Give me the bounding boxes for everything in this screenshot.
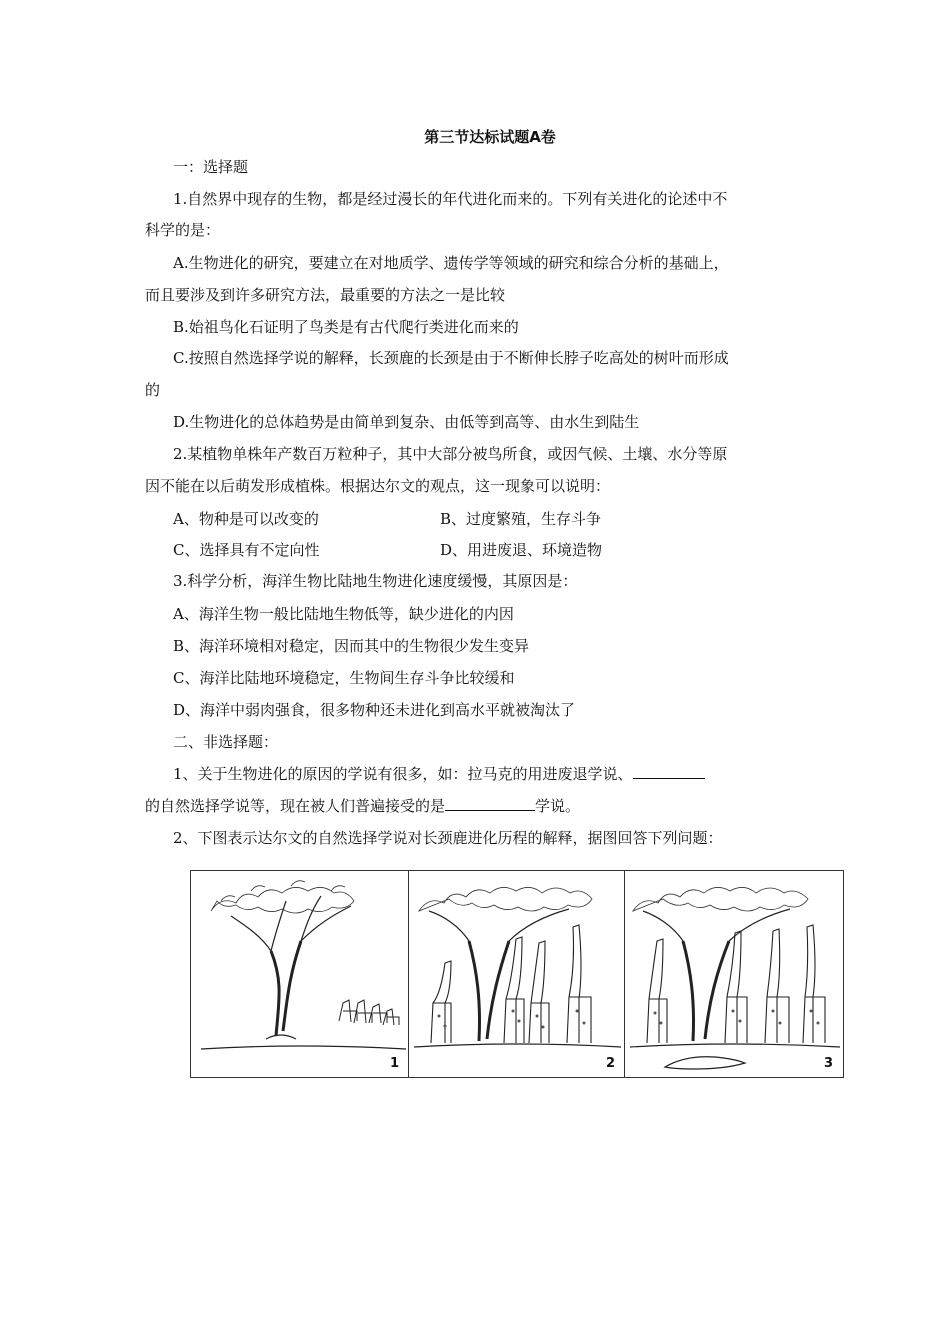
q1-option-d: D.生物进化的总体趋势是由简单到复杂、由低等到高等、由水生到陆生 [173, 413, 640, 431]
panel-2-label: 2 [605, 1056, 615, 1071]
q1-stem-line1: 1.自然界中现存的生物，都是经过漫长的年代进化而来的。下列有关进化的论述中不 [173, 190, 728, 208]
q3-option-b: B、海洋环境相对稳定，因而其中的生物很少发生变异 [173, 637, 530, 655]
q1-option-b: B.始祖鸟化石证明了鸟类是有古代爬行类进化而来的 [173, 318, 519, 336]
n2-stem: 2、下图表示达尔文的自然选择学说对长颈鹿进化历程的解释，据图回答下列问题： [173, 829, 723, 847]
panel-1-label: 1 [389, 1056, 399, 1071]
q1-stem-line2: 科学的是： [145, 221, 221, 239]
n1-blank-2[interactable] [445, 796, 535, 811]
q3-option-a: A、海洋生物一般比陆地生物低等，缺少进化的内因 [173, 605, 514, 623]
panel-3-label: 3 [823, 1056, 833, 1071]
figure-panel-2 [408, 870, 626, 1078]
q1-option-c-line1: C.按照自然选择学说的解释，长颈鹿的长颈是由于不断伸长脖子吃高处的树叶而形成 [173, 349, 729, 367]
q3-option-c: C、海洋比陆地环境稳定，生物间生存斗争比较缓和 [173, 669, 515, 687]
page-title: 第三节达标试题A卷 [424, 128, 556, 146]
q1-option-c-line2: 的 [145, 381, 161, 399]
q2-stem-line2: 因不能在以后萌发形成植株。根据达尔文的观点，这一现象可以说明： [145, 477, 611, 495]
q2-option-d: D、用进废退、环境造物 [440, 541, 603, 559]
figure-panel-1 [190, 870, 410, 1078]
panel-1-drawing [191, 871, 410, 1078]
n1-text-part2: 的自然选择学说等，现在被人们普遍接受的是 [145, 797, 446, 815]
q2-option-a: A、物种是可以改变的 [173, 510, 319, 528]
q2-stem-line1: 2.某植物单株年产数百万粒种子，其中大部分被鸟所食，或因气候、土壤、水分等原 [173, 445, 728, 463]
q3-stem: 3.科学分析，海洋生物比陆地生物进化速度缓慢，其原因是： [173, 572, 578, 590]
panel-3-drawing [625, 871, 844, 1078]
q1-option-a-line1: A.生物进化的研究，要建立在对地质学、遗传学等领域的研究和综合分析的基础上， [173, 254, 729, 272]
n1-blank-1[interactable] [633, 764, 705, 779]
section-heading-choice: 一：选择题 [173, 158, 249, 176]
section-heading-nonchoice: 二、非选择题： [173, 733, 279, 751]
q2-option-c: C、选择具有不定向性 [173, 541, 320, 559]
figure-panel-3 [624, 870, 844, 1078]
q3-option-d: D、海洋中弱肉强食，很多物种还未进化到高水平就被淘汰了 [173, 701, 576, 719]
n1-line1 [173, 764, 705, 784]
q1-option-a-line2: 而且要涉及到许多研究方法，最重要的方法之一是比较 [145, 286, 506, 304]
n1-text-part1: 1、关于生物进化的原因的学说有很多，如：拉马克的用进废退学说、 [173, 765, 633, 783]
panel-2-drawing [409, 871, 626, 1078]
n1-line2 [145, 796, 580, 816]
giraffe-evolution-figure [190, 870, 844, 1080]
n1-text-part3: 学说。 [535, 797, 581, 815]
q2-option-b: B、过度繁殖，生存斗争 [440, 510, 602, 528]
